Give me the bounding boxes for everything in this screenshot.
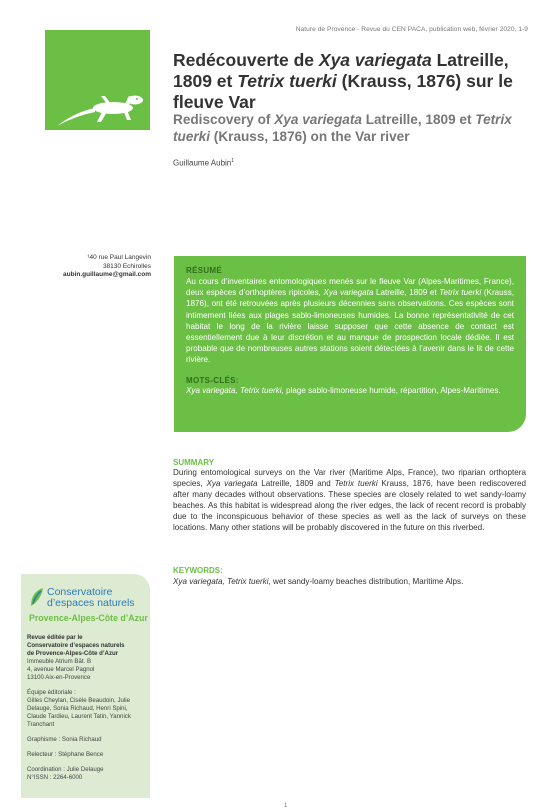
publisher-line1: Revue éditée par le	[27, 634, 83, 641]
keywords-heading: KEYWORDS:	[173, 566, 223, 575]
relecteur-credit: Relecteur : Stéphane Bence	[27, 751, 104, 758]
summary-text: During entomological surveys on the Var river (Maritime Alps, France), two riparian orthoptera species, Xya variegata Latreille, 1809 and Tetrix tuerki Krauss, 1876, have been rediscovered after many decades without observations. These species are closely related to wet sandy-loamy beaches. As this habitat is widespread along the river edges, the lack of recent record is probably due to the inconspicuous behavior of these species as well as the lack of surveys on these locations. Many other stations will be probably discovered in the future on this riverbed.	[173, 468, 526, 533]
resume-heading: RÉSUMÉ	[186, 266, 223, 275]
editorial-team-names: Gilles Cheylan, Cisèle Beaudoin, Julie Delauge, Sonia Richaud, Henri Spini, Claude Tardieu, Laurent Tatin, Yannick Tranchant	[27, 697, 131, 728]
conservatoire-logo	[27, 582, 148, 628]
editorial-team-label: Équipe éditoriale :	[27, 689, 76, 696]
publisher-line3: de Provence-Alpes-Côte d’Azur	[27, 650, 119, 657]
graphisme-credit: Graphisme : Sonia Richaud	[27, 736, 102, 743]
author-name: Guillaume Aubin$^1$	[173, 158, 235, 168]
issn-number: N°ISSN : 2264-6000	[27, 774, 83, 781]
address-line1: Immeuble Atrium Bât. B	[27, 658, 92, 665]
resume-box	[174, 256, 526, 432]
lizard-silhouette-icon	[45, 30, 150, 130]
summary-heading: SUMMARY	[173, 458, 215, 467]
mots-cles-heading: MOTS-CLÉS:	[186, 375, 239, 385]
editorial-team-block	[27, 689, 144, 729]
logo-text-region: Provence-Alpes-Côte d’Azur	[29, 613, 148, 623]
publisher-sidebar	[21, 574, 150, 798]
coordination-credit: Coordination : Julie Delauge	[27, 766, 104, 773]
publisher-block	[27, 634, 144, 682]
keywords-text: Xya variegata, Tetrix tuerki, wet sandy-loamy beaches distribution, Maritime Alps.	[173, 577, 464, 586]
article-subtitle: Rediscovery of Xya variegata Latreille, 1809 et Tetrix tuerki (Krauss, 1876) on the Var river	[173, 112, 512, 144]
resume-text: Au cours d’inventaires entomologiques menés sur le fleuve Var (Alpes-Maritimes, France), deux espèces d’orthoptères ripicoles, Xya variegata Latreille, 1809 et Tetrix tuerki (Krauss, 1876), ont été retrouvées après plusieurs décennies sans observations. Ces espèces sont intimement liées aux plages sablo-limoneuses humides. La bonne représentativité de cet habitat le long de la rivière laisse supposer que cette absence de contact est essentiellement due à leur discrétion et au manque de prospection locale dédiée. Il est probable que de nombreuses autres stations soient détectées à l’avenir dans le lit de cette rivière.	[186, 277, 514, 365]
author-email-link[interactable]: aubin.guillaume@gmail.com	[63, 271, 151, 278]
page-number: 1	[284, 803, 288, 809]
mots-cles-text: Xya variegata, Tetrix tuerki, plage sablo-limoneuse humide, répartition, Alpes-Maritimes.	[186, 385, 501, 395]
address-line3: 13100 Aix-en-Provence	[27, 674, 91, 681]
affiliation-line2: 38130 Echirolles	[102, 262, 151, 270]
conservatoire-leaf-icon	[29, 586, 45, 608]
logo-text-line1: Conservatoire	[47, 586, 113, 598]
journal-header-note: Nature de Provence - Revue du CEN PACA, publication web, février 2020, 1-9	[295, 26, 528, 33]
address-line2: 4, avenue Marcel Pagnol	[27, 666, 95, 673]
logo-text-line2: d’espaces naturels	[47, 597, 135, 609]
article-title: Redécouverte de Xya variegata Latreille, 1809 et Tetrix tuerki (Krauss, 1876) sur le fleuve Var	[173, 50, 513, 112]
publisher-line2: Conservatoire d’espaces naturels	[27, 642, 125, 649]
author-affiliation	[31, 254, 151, 280]
affiliation-line1: ¹40 rue Paul Langevin	[87, 254, 151, 261]
journal-logo-block	[45, 30, 150, 130]
